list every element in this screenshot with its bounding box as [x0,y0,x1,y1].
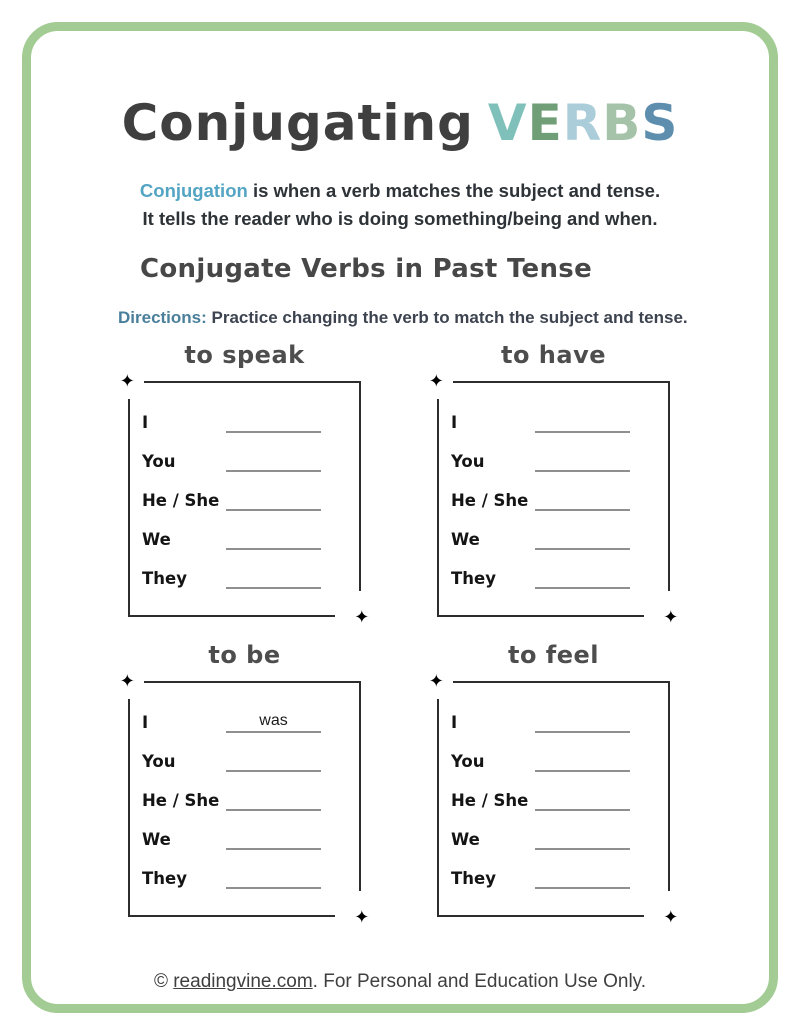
conjugation-row [128,550,361,589]
directions [118,308,688,328]
pronoun-label: I [451,413,458,432]
conjugation-row [128,433,361,472]
box-frame [428,371,679,627]
answer-line: was [226,711,321,733]
conjugation-row [437,394,670,433]
pronoun-label: You [142,452,176,471]
answer-line [226,528,321,550]
answer-line [226,789,321,811]
sparkle-icon: ✦ [119,371,135,391]
pronoun-label: They [142,869,187,888]
conjugation-row [437,511,670,550]
answer-line [535,750,630,772]
pronoun-label: I [142,713,149,732]
conjugation-highlight: Conjugation [139,180,248,201]
answer-line [535,789,630,811]
directions-text: Practice changing the verb to match the subject and tense. [206,308,688,327]
intro-line-1-rest: is when a verb matches the subject and tense. [247,180,661,201]
directions-label: Directions: [118,308,207,327]
verb-heading: to speak [184,341,305,369]
verb-heading: to be [208,641,281,669]
pronoun-label: I [142,413,149,432]
title-letter: S [641,94,679,152]
intro-text [0,177,800,233]
conjugation-row [128,694,361,733]
page-title [0,94,800,152]
footer [0,971,800,993]
conjugation-row [437,733,670,772]
conjugation-rows [128,681,361,917]
pronoun-label: He / She [142,491,220,510]
section-heading: Conjugate Verbs in Past Tense [140,254,593,284]
answer-line [535,711,630,733]
conjugation-row [128,472,361,511]
title-letter: B [602,94,642,152]
pronoun-label: I [451,713,458,732]
copyright-symbol: © [153,971,174,992]
conjugation-row [128,772,361,811]
pronoun-label: You [451,752,485,771]
answer-line [226,489,321,511]
box-frame [428,671,679,927]
pronoun-label: We [451,830,480,849]
verb-heading: to feel [507,641,600,669]
conjugation-row [128,850,361,889]
title-letter: R [562,94,603,152]
pronoun-label: You [451,452,485,471]
conjugation-row [128,733,361,772]
pronoun-label: We [142,830,171,849]
conjugation-row [437,811,670,850]
answer-line [535,567,630,589]
answer-line [535,489,630,511]
answer-line [226,867,321,889]
conjugation-row [437,433,670,472]
pronoun-label: We [451,530,480,549]
pronoun-label: They [142,569,187,588]
sparkle-icon: ✦ [428,371,444,391]
pronoun-label: He / She [142,791,220,810]
conjugation-rows [128,381,361,617]
answer-line [535,411,630,433]
conjugation-row [437,472,670,511]
answer-line [226,567,321,589]
sparkle-icon: ✦ [354,907,370,927]
readingvine-link[interactable]: readingvine.com [173,971,313,992]
answer-line [535,450,630,472]
answer-line [535,528,630,550]
sparkle-icon: ✦ [119,671,135,691]
verb-box-to-speak [119,341,370,627]
pronoun-label: He / She [451,791,529,810]
title-letter: E [527,94,563,152]
answer-line [535,828,630,850]
sparkle-icon: ✦ [428,671,444,691]
answer-line [226,411,321,433]
pronoun-label: They [451,869,496,888]
pronoun-label: They [451,569,496,588]
answer-line [535,867,630,889]
conjugation-row [437,850,670,889]
answer-line [226,828,321,850]
answer-line [226,450,321,472]
footer-text: . For Personal and Education Use Only. [312,971,647,992]
conjugation-row [437,694,670,733]
conjugation-row [128,811,361,850]
pronoun-label: You [142,752,176,771]
box-frame [119,671,370,927]
verb-box-to-feel [428,641,679,927]
intro-line-1 [0,177,800,205]
verb-box-to-have [428,341,679,627]
title-letter: V [487,94,528,152]
pronoun-label: We [142,530,171,549]
conjugation-rows [437,681,670,917]
sparkle-icon: ✦ [663,607,679,627]
conjugation-row [128,394,361,433]
sparkle-icon: ✦ [354,607,370,627]
sparkle-icon: ✦ [663,907,679,927]
conjugation-row [128,511,361,550]
box-frame [119,371,370,627]
answer-line [226,750,321,772]
intro-line-2: It tells the reader who is doing something/being and when. [142,207,658,229]
verb-box-to-be [119,641,370,927]
conjugation-row [437,550,670,589]
conjugation-rows [437,381,670,617]
verb-heading: to have [500,341,607,369]
conjugation-row [437,772,670,811]
title-word: Conjugating [121,94,474,152]
pronoun-label: He / She [451,491,529,510]
